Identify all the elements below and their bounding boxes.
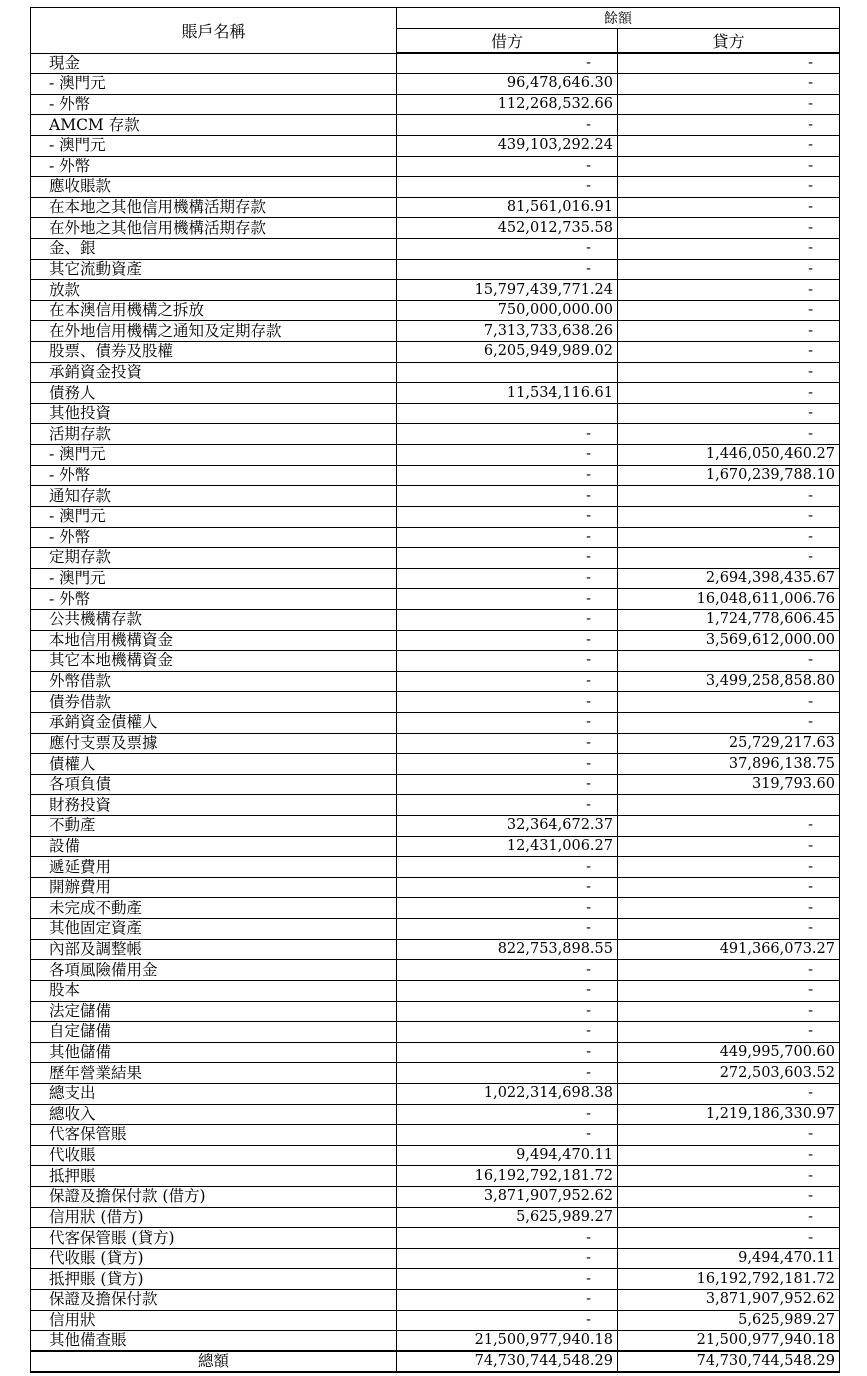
account-name-cell: 代收賬 (貸方) — [31, 1248, 397, 1269]
balance-header: 餘額 — [397, 8, 840, 29]
table-row — [31, 692, 840, 713]
credit-cell: - — [618, 1022, 840, 1043]
debit-cell — [397, 362, 618, 383]
account-name-cell: - 澳門元 — [31, 135, 397, 156]
debit-cell: - — [397, 1104, 618, 1125]
table-row — [31, 321, 840, 342]
credit-cell: - — [618, 74, 840, 95]
account-name-cell: 債券借款 — [31, 692, 397, 713]
table-row — [31, 568, 840, 589]
account-name-cell: 承銷資金投資 — [31, 362, 397, 383]
debit-cell: - — [397, 1310, 618, 1331]
debit-cell: 112,268,532.66 — [397, 94, 618, 115]
credit-cell: - — [618, 197, 840, 218]
debit-cell: - — [397, 980, 618, 1001]
debit-cell: - — [397, 1269, 618, 1290]
account-name-cell: 信用狀 — [31, 1310, 397, 1331]
table-row — [31, 1042, 840, 1063]
credit-cell: 5,625,989.27 — [618, 1310, 840, 1331]
credit-cell: 3,871,907,952.62 — [618, 1290, 840, 1311]
credit-header: 貸方 — [618, 29, 840, 54]
account-name-cell: 自定儲備 — [31, 1022, 397, 1043]
total-debit: 74,730,744,548.29 — [397, 1351, 618, 1372]
debit-cell: - — [397, 774, 618, 795]
debit-cell: - — [397, 1042, 618, 1063]
debit-cell: - — [397, 486, 618, 507]
debit-cell: 1,022,314,698.38 — [397, 1083, 618, 1104]
account-name-cell: 遞延費用 — [31, 857, 397, 878]
table-row — [31, 774, 840, 795]
account-name-cell: - 澳門元 — [31, 568, 397, 589]
debit-cell: 7,313,733,638.26 — [397, 321, 618, 342]
credit-cell: - — [618, 877, 840, 898]
account-name-cell: - 澳門元 — [31, 445, 397, 466]
credit-cell: 16,048,611,006.76 — [618, 589, 840, 610]
credit-cell: - — [618, 857, 840, 878]
table-row — [31, 960, 840, 981]
debit-cell: 11,534,116.61 — [397, 383, 618, 404]
debit-cell: - — [397, 1063, 618, 1084]
credit-cell: 1,724,778,606.45 — [618, 609, 840, 630]
credit-cell: - — [618, 115, 840, 136]
debit-cell: 5,625,989.27 — [397, 1207, 618, 1228]
account-name-cell: 開辦費用 — [31, 877, 397, 898]
debit-header: 借方 — [397, 29, 618, 54]
table-row — [31, 877, 840, 898]
table-row — [31, 651, 840, 672]
debit-cell: - — [397, 754, 618, 775]
total-credit: 74,730,744,548.29 — [618, 1351, 840, 1372]
credit-cell: - — [618, 816, 840, 837]
account-name-cell: 其他投資 — [31, 403, 397, 424]
credit-cell: 9,494,470.11 — [618, 1248, 840, 1269]
debit-cell: 439,103,292.24 — [397, 135, 618, 156]
account-name-cell: 外幣借款 — [31, 671, 397, 692]
credit-cell: - — [618, 1207, 840, 1228]
debit-cell: - — [397, 1022, 618, 1043]
table-row — [31, 1290, 840, 1311]
account-name-cell: 公共機構存款 — [31, 609, 397, 630]
credit-cell: 449,995,700.60 — [618, 1042, 840, 1063]
credit-cell — [618, 795, 840, 816]
table-row — [31, 342, 840, 363]
table-row — [31, 238, 840, 259]
debit-cell: - — [397, 1228, 618, 1249]
table-row — [31, 403, 840, 424]
table-row — [31, 795, 840, 816]
table-row — [31, 713, 840, 734]
table-row — [31, 1104, 840, 1125]
account-name-cell: 抵押賬 — [31, 1166, 397, 1187]
table-row — [31, 300, 840, 321]
credit-cell: 25,729,217.63 — [618, 733, 840, 754]
credit-cell: - — [618, 1125, 840, 1146]
account-name-header: 賬戶名稱 — [31, 8, 397, 54]
debit-cell: - — [397, 115, 618, 136]
debit-cell: - — [397, 857, 618, 878]
table-row — [31, 1228, 840, 1249]
credit-cell: - — [618, 1166, 840, 1187]
account-name-cell: 承銷資金債權人 — [31, 713, 397, 734]
credit-cell: 1,670,239,788.10 — [618, 465, 840, 486]
credit-cell: 272,503,603.52 — [618, 1063, 840, 1084]
table-row — [31, 1310, 840, 1331]
credit-cell: - — [618, 94, 840, 115]
credit-cell: - — [618, 424, 840, 445]
table-row — [31, 486, 840, 507]
credit-cell: - — [618, 321, 840, 342]
debit-cell: - — [397, 156, 618, 177]
table-row — [31, 259, 840, 280]
account-name-cell: 其他固定資產 — [31, 919, 397, 940]
table-row — [31, 383, 840, 404]
debit-cell: 452,012,735.58 — [397, 218, 618, 239]
account-name-cell: 信用狀 (借方) — [31, 1207, 397, 1228]
account-name-cell: 定期存款 — [31, 548, 397, 569]
table-row — [31, 1207, 840, 1228]
table-row — [31, 836, 840, 857]
credit-cell: - — [618, 1228, 840, 1249]
credit-cell: 3,569,612,000.00 — [618, 630, 840, 651]
account-name-cell: - 外幣 — [31, 589, 397, 610]
account-name-cell: 在外地信用機構之通知及定期存款 — [31, 321, 397, 342]
debit-cell: - — [397, 692, 618, 713]
debit-cell: - — [397, 465, 618, 486]
credit-cell: - — [618, 156, 840, 177]
account-name-cell: 其他儲備 — [31, 1042, 397, 1063]
table-row — [31, 156, 840, 177]
debit-cell: - — [397, 609, 618, 630]
account-name-cell: - 澳門元 — [31, 74, 397, 95]
credit-cell: - — [618, 692, 840, 713]
account-name-cell: 各項負債 — [31, 774, 397, 795]
account-name-cell: - 外幣 — [31, 156, 397, 177]
credit-cell: 2,694,398,435.67 — [618, 568, 840, 589]
table-row — [31, 94, 840, 115]
debit-cell: - — [397, 919, 618, 940]
table-row — [31, 115, 840, 136]
table-row — [31, 548, 840, 569]
account-name-cell: 抵押賬 (貸方) — [31, 1269, 397, 1290]
table-row — [31, 1187, 840, 1208]
table-row — [31, 898, 840, 919]
debit-cell: - — [397, 424, 618, 445]
debit-cell: 9,494,470.11 — [397, 1145, 618, 1166]
account-name-cell: 保證及擔保付款 — [31, 1290, 397, 1311]
credit-cell: - — [618, 980, 840, 1001]
account-name-cell: 財務投資 — [31, 795, 397, 816]
debit-cell: - — [397, 506, 618, 527]
credit-cell: 16,192,792,181.72 — [618, 1269, 840, 1290]
credit-cell: - — [618, 1187, 840, 1208]
account-name-cell: 應收賬款 — [31, 177, 397, 198]
account-name-cell: 通知存款 — [31, 486, 397, 507]
trial-balance-sheet — [30, 7, 839, 1373]
account-name-cell: - 外幣 — [31, 527, 397, 548]
table-row — [31, 1125, 840, 1146]
account-name-cell: 放款 — [31, 280, 397, 301]
credit-cell: - — [618, 548, 840, 569]
account-name-cell: 債權人 — [31, 754, 397, 775]
debit-cell: - — [397, 1125, 618, 1146]
credit-cell: - — [618, 383, 840, 404]
credit-cell: - — [618, 259, 840, 280]
table-row — [31, 671, 840, 692]
debit-cell: - — [397, 733, 618, 754]
account-name-cell: 債務人 — [31, 383, 397, 404]
credit-cell: - — [618, 1083, 840, 1104]
credit-cell: - — [618, 506, 840, 527]
account-name-cell: 其它流動資產 — [31, 259, 397, 280]
table-row — [31, 1022, 840, 1043]
account-name-cell: 保證及擔保付款 (借方) — [31, 1187, 397, 1208]
table-row — [31, 177, 840, 198]
credit-cell: 1,219,186,330.97 — [618, 1104, 840, 1125]
balance-table — [30, 7, 840, 1373]
credit-cell: - — [618, 651, 840, 672]
debit-cell: - — [397, 259, 618, 280]
debit-cell: - — [397, 177, 618, 198]
debit-cell: 15,797,439,771.24 — [397, 280, 618, 301]
account-name-cell: 本地信用機構資金 — [31, 630, 397, 651]
table-row — [31, 1166, 840, 1187]
table-row — [31, 74, 840, 95]
account-name-cell: 法定儲備 — [31, 1001, 397, 1022]
account-name-cell: 未完成不動產 — [31, 898, 397, 919]
account-name-cell: 設備 — [31, 836, 397, 857]
credit-cell: - — [618, 1145, 840, 1166]
account-name-cell: 現金 — [31, 53, 397, 74]
credit-cell: - — [618, 362, 840, 383]
credit-cell: - — [618, 713, 840, 734]
account-name-cell: 歷年營業結果 — [31, 1063, 397, 1084]
table-row — [31, 135, 840, 156]
table-row — [31, 980, 840, 1001]
table-row — [31, 527, 840, 548]
credit-cell: - — [618, 300, 840, 321]
debit-cell: - — [397, 1290, 618, 1311]
debit-cell: - — [397, 1248, 618, 1269]
table-row — [31, 506, 840, 527]
debit-cell: 96,478,646.30 — [397, 74, 618, 95]
account-name-cell: 內部及調整帳 — [31, 939, 397, 960]
credit-cell: 3,499,258,858.80 — [618, 671, 840, 692]
debit-cell: - — [397, 651, 618, 672]
credit-cell: 319,793.60 — [618, 774, 840, 795]
debit-cell: - — [397, 238, 618, 259]
account-name-cell: - 外幣 — [31, 465, 397, 486]
debit-cell: - — [397, 795, 618, 816]
credit-cell: 37,896,138.75 — [618, 754, 840, 775]
credit-cell: - — [618, 177, 840, 198]
account-name-cell: - 外幣 — [31, 94, 397, 115]
debit-cell: 21,500,977,940.18 — [397, 1331, 618, 1352]
account-name-cell: 應付支票及票據 — [31, 733, 397, 754]
credit-cell: - — [618, 238, 840, 259]
account-name-cell: 活期存款 — [31, 424, 397, 445]
credit-cell: - — [618, 280, 840, 301]
table-row — [31, 589, 840, 610]
account-name-cell: 代客保管賬 (貸方) — [31, 1228, 397, 1249]
debit-cell: - — [397, 960, 618, 981]
account-name-cell: 在本澳信用機構之拆放 — [31, 300, 397, 321]
table-row — [31, 919, 840, 940]
credit-cell: - — [618, 527, 840, 548]
credit-cell: - — [618, 342, 840, 363]
account-name-cell: 總收入 — [31, 1104, 397, 1125]
credit-cell: - — [618, 486, 840, 507]
account-name-cell: 股票、債券及股權 — [31, 342, 397, 363]
credit-cell: - — [618, 53, 840, 74]
debit-cell: - — [397, 1001, 618, 1022]
account-name-cell: 總支出 — [31, 1083, 397, 1104]
table-row — [31, 218, 840, 239]
account-name-cell: - 澳門元 — [31, 506, 397, 527]
table-row — [31, 465, 840, 486]
credit-cell: - — [618, 919, 840, 940]
debit-cell: 3,871,907,952.62 — [397, 1187, 618, 1208]
debit-cell: 750,000,000.00 — [397, 300, 618, 321]
account-name-cell: 在外地之其他信用機構活期存款 — [31, 218, 397, 239]
debit-cell: 16,192,792,181.72 — [397, 1166, 618, 1187]
account-name-cell: 各項風險備用金 — [31, 960, 397, 981]
table-row — [31, 816, 840, 837]
table-row — [31, 1083, 840, 1104]
debit-cell: 822,753,898.55 — [397, 939, 618, 960]
debit-cell: 6,205,949,989.02 — [397, 342, 618, 363]
debit-cell: - — [397, 568, 618, 589]
table-row — [31, 754, 840, 775]
table-row — [31, 1331, 840, 1352]
table-row — [31, 733, 840, 754]
credit-cell: - — [618, 836, 840, 857]
account-name-cell: 其它本地機構資金 — [31, 651, 397, 672]
table-row — [31, 362, 840, 383]
account-name-cell: 不動產 — [31, 816, 397, 837]
credit-cell: - — [618, 898, 840, 919]
credit-cell: - — [618, 403, 840, 424]
debit-cell: - — [397, 713, 618, 734]
debit-cell: - — [397, 53, 618, 74]
total-row — [31, 1351, 840, 1372]
debit-cell: - — [397, 671, 618, 692]
account-name-cell: 其他備查賬 — [31, 1331, 397, 1352]
table-row — [31, 939, 840, 960]
table-row — [31, 1001, 840, 1022]
debit-cell: - — [397, 589, 618, 610]
debit-cell: - — [397, 630, 618, 651]
table-row — [31, 1063, 840, 1084]
debit-cell: 32,364,672.37 — [397, 816, 618, 837]
table-row — [31, 630, 840, 651]
table-row — [31, 1145, 840, 1166]
account-name-cell: 股本 — [31, 980, 397, 1001]
debit-cell — [397, 403, 618, 424]
debit-cell: - — [397, 527, 618, 548]
table-row — [31, 280, 840, 301]
account-name-cell: 代客保管賬 — [31, 1125, 397, 1146]
table-row — [31, 53, 840, 74]
table-row — [31, 1248, 840, 1269]
credit-cell: - — [618, 218, 840, 239]
table-row — [31, 445, 840, 466]
credit-cell: - — [618, 1001, 840, 1022]
debit-cell: 12,431,006.27 — [397, 836, 618, 857]
table-row — [31, 1269, 840, 1290]
credit-cell: 21,500,977,940.18 — [618, 1331, 840, 1352]
table-row — [31, 857, 840, 878]
table-row — [31, 197, 840, 218]
debit-cell: - — [397, 445, 618, 466]
total-label: 總額 — [31, 1351, 397, 1372]
debit-cell: - — [397, 548, 618, 569]
account-name-cell: 在本地之其他信用機構活期存款 — [31, 197, 397, 218]
credit-cell: 491,366,073.27 — [618, 939, 840, 960]
credit-cell: - — [618, 135, 840, 156]
credit-cell: 1,446,050,460.27 — [618, 445, 840, 466]
debit-cell: - — [397, 877, 618, 898]
debit-cell: - — [397, 898, 618, 919]
account-name-cell: AMCM 存款 — [31, 115, 397, 136]
account-name-cell: 金、銀 — [31, 238, 397, 259]
credit-cell: - — [618, 960, 840, 981]
debit-cell: 81,561,016.91 — [397, 197, 618, 218]
table-row — [31, 609, 840, 630]
table-row — [31, 424, 840, 445]
account-name-cell: 代收賬 — [31, 1145, 397, 1166]
